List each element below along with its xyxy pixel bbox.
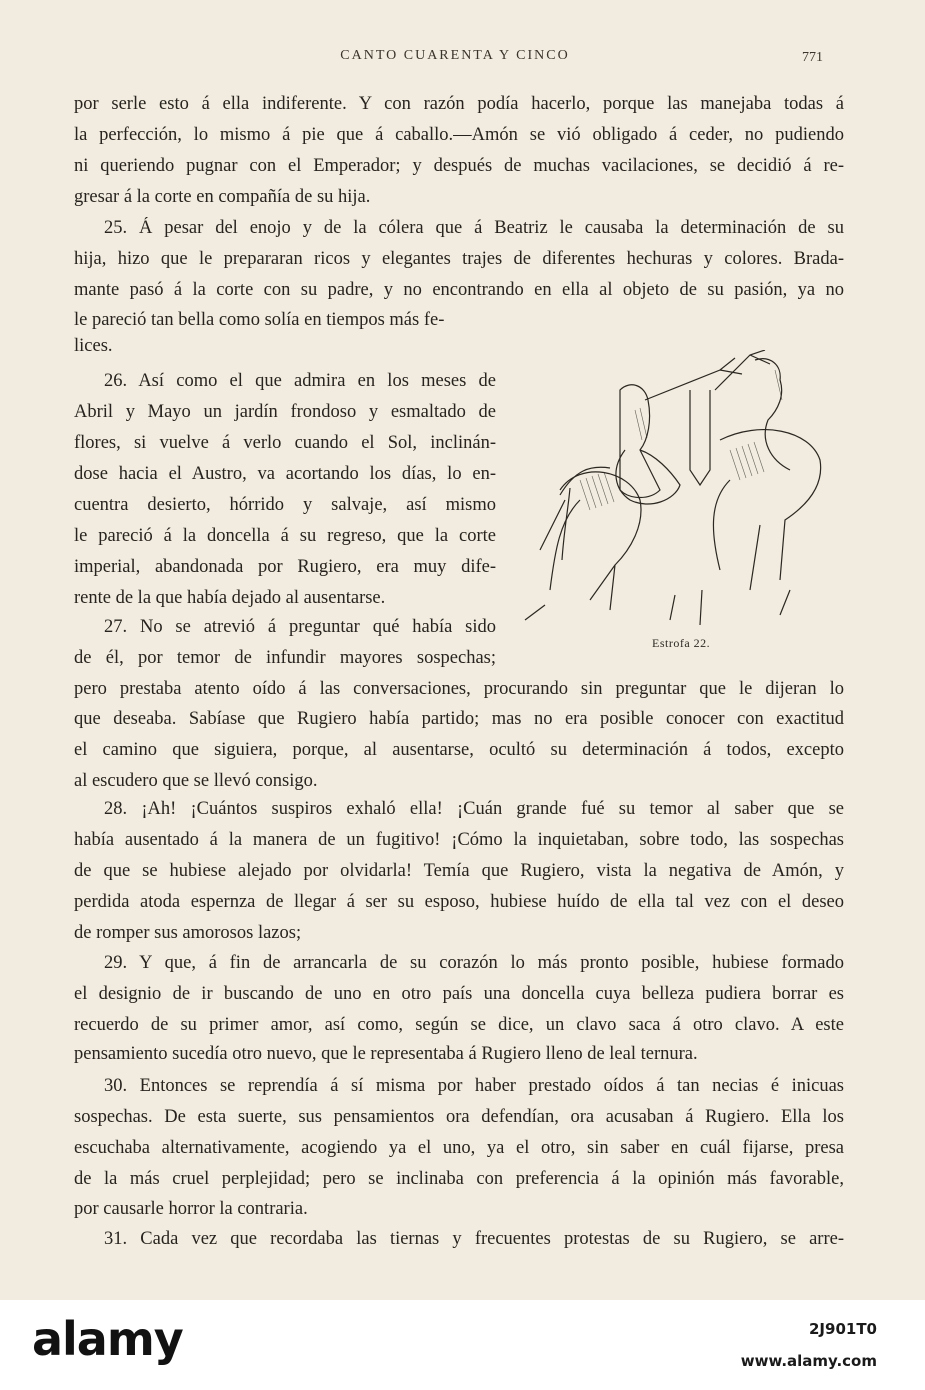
text-line: gresar á la corte en compañía de su hija. [74, 187, 371, 207]
text-line: le pareció á la doncella á su regreso, que la corte [74, 526, 496, 546]
page-header [0, 48, 925, 68]
text-line: la perfección, lo mismo á pie que á caballo.—Amón se vió obligado á ceder, no pudiendo [74, 125, 844, 145]
page-number: 771 [802, 50, 823, 65]
banner [690, 390, 710, 485]
watermark-bar [0, 1300, 925, 1390]
rider-right [755, 359, 790, 470]
text-line: de la más cruel perplejidad; pero se inclinaba con preferencia á la opinión más favorable, [74, 1169, 844, 1189]
text-line: de él, por temor de infundir mayores sospechas; [74, 648, 496, 668]
text-line: mante pasó á la corte con su padre, y no encontrando en ella al objeto de su pasión, ya no [74, 280, 844, 300]
text-line: recuerdo de su primer amor, así como, según se dice, un clavo saca á otro clavo. A este [74, 1015, 844, 1035]
watermark-url: www.alamy.com [740, 1352, 877, 1370]
text-line: el camino que siguiera, porque, al ausentarse, ocultó su determinación á todos, excepto [74, 740, 844, 760]
text-line: perdida atoda espernza de llegar á ser su esposo, hubiese huído de ella tal vez con el deseo [74, 892, 844, 912]
text-line: dose hacia el Austro, va acortando los días, lo en- [74, 464, 496, 484]
text-line: el designio de ir buscando de uno en otro país una doncella cuya belleza pudiera borrar es [74, 984, 844, 1004]
stanza-28-line: 28. ¡Ah! ¡Cuántos suspiros exhaló ella! ¡Cuán grande fué su temor al saber que se [104, 799, 844, 819]
horse-left [540, 472, 641, 610]
text-line: pensamiento sucedía otro nuevo, que le representaba á Rugiero lleno de leal ternura. [74, 1044, 698, 1064]
text-line: de romper sus amorosos lazos; [74, 923, 302, 943]
text-line: Abril y Mayo un jardín frondoso y esmaltado de [74, 402, 496, 422]
stanza-26-line: 26. Así como el que admira en los meses de [104, 371, 496, 391]
text-line: que deseaba. Sabíase que Rugiero había partido; mas no era posible conocer con exactitud [74, 709, 844, 729]
rider-left [620, 385, 660, 498]
stanza-29-line: 29. Y que, á fin de arrancarla de su corazón lo más pronto posible, hubiese formado [104, 953, 844, 973]
text-line: lices. [74, 336, 113, 356]
engraving-illustration [520, 350, 830, 630]
text-line: le pareció tan bella como solía en tiempos más fe- [74, 310, 445, 330]
text-line: pero prestaba atento oído á las conversaciones, procurando sin preguntar que le dijeran lo [74, 679, 844, 699]
text-line: flores, si vuelve á verlo cuando el Sol, inclinán- [74, 433, 496, 453]
text-line: al escudero que se llevó consigo. [74, 771, 318, 791]
text-line: cuentra desierto, hórrido y salvaje, así mismo [74, 495, 496, 515]
text-line: por serle esto á ella indiferente. Y con razón podía hacerlo, porque las manejaba todas á [74, 94, 844, 114]
text-line: sospechas. De esta suerte, sus pensamientos ora defendían, ora acusaban á Rugiero. Ella los [74, 1107, 844, 1127]
image-id: 2J901T0 [809, 1320, 877, 1338]
text-line: había ausentado á la manera de un fugitivo! ¡Cómo la inquietaban, sobre todo, las sospechas [74, 830, 844, 850]
figure-caption: Estrofa 22. [652, 636, 711, 650]
trumpet-left [645, 358, 742, 400]
text-line: escuchaba alternativamente, acogiendo ya el uno, ya el otro, sin saber en cuál fijarse, presa [74, 1138, 844, 1158]
stanza-30-line: 30. Entonces se reprendía á sí misma por haber prestado oídos á tan necias é inicuas [104, 1076, 844, 1096]
stanza-25-line: 25. Á pesar del enojo y de la cólera que á Beatriz le causaba la determinación de su [104, 218, 844, 238]
horse-right [713, 430, 820, 590]
ground-strokes [525, 590, 790, 625]
text-line: ni queriendo pugnar con el Emperador; y después de muchas vacilaciones, se decidió á re- [74, 156, 844, 176]
alamy-logo: alamy [32, 1312, 183, 1366]
rider-left-skirt [616, 450, 680, 504]
text-line: rente de la que había dejado al ausentarse. [74, 588, 386, 608]
running-title: CANTO CUARENTA Y CINCO [340, 48, 570, 63]
stanza-31-line: 31. Cada vez que recordaba las tiernas y frecuentes protestas de su Rugiero, se arre- [104, 1229, 844, 1249]
text-line: imperial, abandonada por Rugiero, era muy dife- [74, 557, 496, 577]
text-line: hija, hizo que le prepararan ricos y elegantes trajes de diferentes hechuras y colores. Brada- [74, 249, 844, 269]
text-line: por causarle horror la contraria. [74, 1199, 308, 1219]
stanza-27-line: 27. No se atrevió á preguntar qué había sido [104, 617, 496, 637]
text-line: de que se hubiese alejado por olvidarla! Temía que Rugiero, vista la negativa de Amón, y [74, 861, 844, 881]
hatching [580, 370, 782, 510]
